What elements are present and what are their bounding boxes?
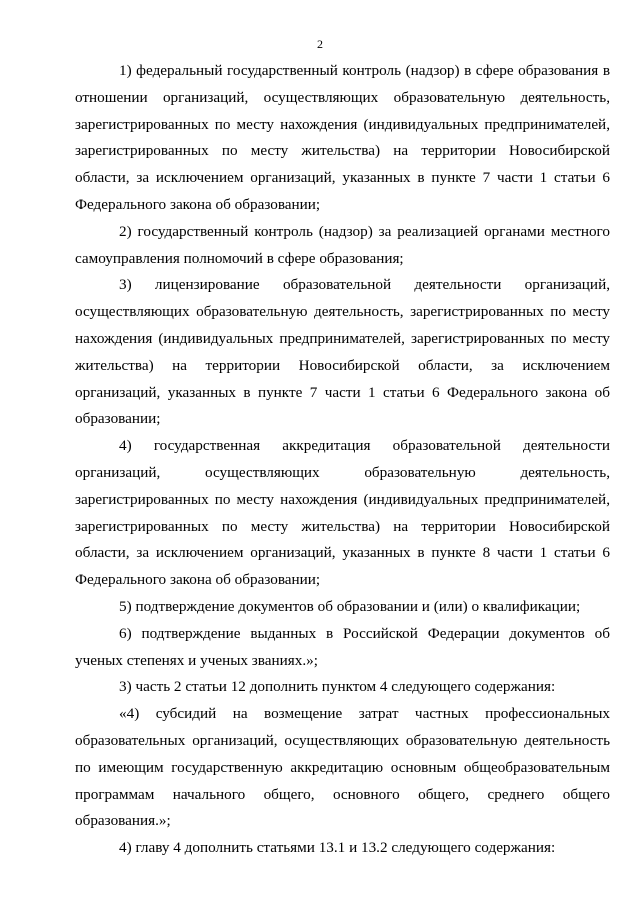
paragraph-item-1: 1) федеральный государственный контроль (надзор) в сфере образования в отношении организаций, осуществляющих образовательную деятельность, зарегистрированных по месту нахождения (индивидуальных предпринимателей, зарегистрированных по месту жительства) на территории Новосибирской области, за исключением организаций, указанных в пункте 7 части 1 статьи 6 Федерального закона об образовании; bbox=[75, 62, 610, 213]
paragraph-item-3: 3) лицензирование образовательной деятельности организаций, осуществляющих образовательную деятельность, зарегистрированных по месту нахождения (индивидуальных предпринимателей, зарегистрированных по месту жительства) на территории Новосибирской области, за исключением организаций, указанных в пункте 7 части 1 статьи 6 Федерального закона об образовании; bbox=[75, 276, 610, 428]
document-body bbox=[75, 58, 610, 862]
paragraph-quoted-item-4: «4) субсидий на возмещение затрат частных профессиональных образовательных организаций, осуществляющих образовательную деятельность по имеющим государственную аккредитацию основным общеобразовательным программам начального общего, основного общего, среднего общего образования.»; bbox=[75, 705, 610, 830]
paragraph-item-4: 4) государственная аккредитация образовательной деятельности организаций, осуществляющих образовательную деятельность, зарегистрированных по месту нахождения (индивидуальных предпринимателей, зарегистрированных по месту жительства) на территории Новосибирской области, за исключением организаций, указанных в пункте 8 части 1 статьи 6 Федерального закона об образовании; bbox=[75, 437, 610, 589]
page-number: 2 bbox=[317, 37, 323, 51]
paragraph-amendment-3: 3) часть 2 статьи 12 дополнить пунктом 4 следующего содержания: bbox=[119, 678, 556, 696]
paragraph-item-6: 6) подтверждение выданных в Российской Федерации документов об ученых степенях и ученых званиях.»; bbox=[75, 624, 610, 669]
paragraph-item-5: 5) подтверждение документов об образовании и (или) о квалификации; bbox=[119, 597, 581, 615]
paragraph-amendment-4: 4) главу 4 дополнить статьями 13.1 и 13.2 следующего содержания: bbox=[119, 839, 556, 857]
paragraph-item-2: 2) государственный контроль (надзор) за реализацией органами местного самоуправления полномочий в сфере образования; bbox=[75, 222, 610, 267]
